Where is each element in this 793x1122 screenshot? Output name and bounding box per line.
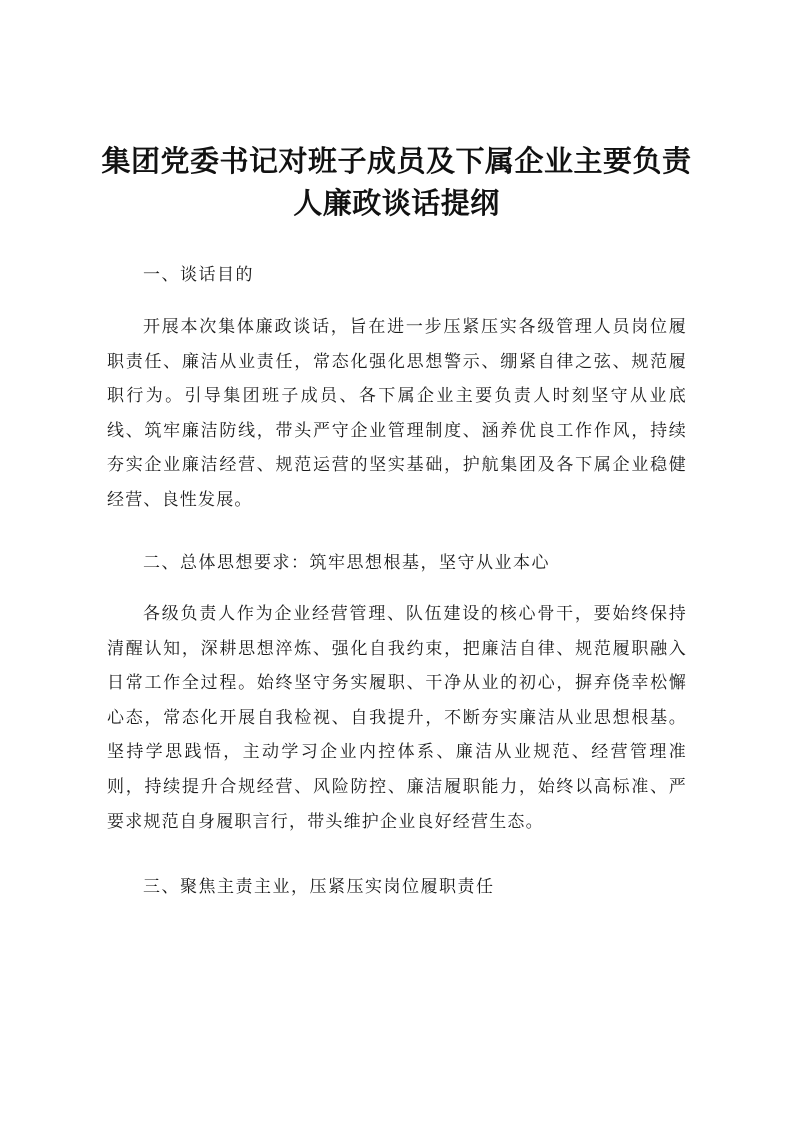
title-line-2: 人廉政谈话提纲 bbox=[293, 186, 500, 220]
document-title bbox=[100, 140, 693, 224]
section-2-heading: 二、总体思想要求：筑牢思想根基，坚守从业本心 bbox=[143, 553, 550, 573]
section-2-paragraph: 各级负责人作为企业经营管理、队伍建设的核心骨干，要始终保持清醒认知，深耕思想淬炼、强化自我约束，把廉洁自律、规范履职融入日常工作全过程。始终坚守务实履职、干净从业的初心，摒弃侥幸松懈心态，常态化开展自我检视、自我提升，不断夯实廉洁从业思想根基。坚持学思践悟，主动学习企业内控体系、廉洁从业规范、经营管理准则，持续提升合规经营、风险防控、廉洁履职能力，始终以高标准、严要求规范自身履职言行，带头维护企业良好经营生态。 bbox=[107, 604, 687, 832]
section-3-heading: 三、聚焦主责主业，压紧压实岗位履职责任 bbox=[143, 877, 495, 897]
section-1-paragraph: 开展本次集体廉政谈话，旨在进一步压紧压实各级管理人员岗位履职责任、廉洁从业责任，常态化强化思想警示、绷紧自律之弦、规范履职行为。引导集团班子成员、各下属企业主要负责人时刻坚守从业底线、筑牢廉洁防线，带头严守企业管理制度、涵养优良工作作风，持续夯实企业廉洁经营、规范运营的坚实基础，护航集团及各下属企业稳健经营、良性发展。 bbox=[107, 317, 687, 510]
section-1-heading: 一、谈话目的 bbox=[143, 265, 254, 285]
title-line-1: 集团党委书记对班子成员及下属企业主要负责 bbox=[101, 144, 692, 178]
